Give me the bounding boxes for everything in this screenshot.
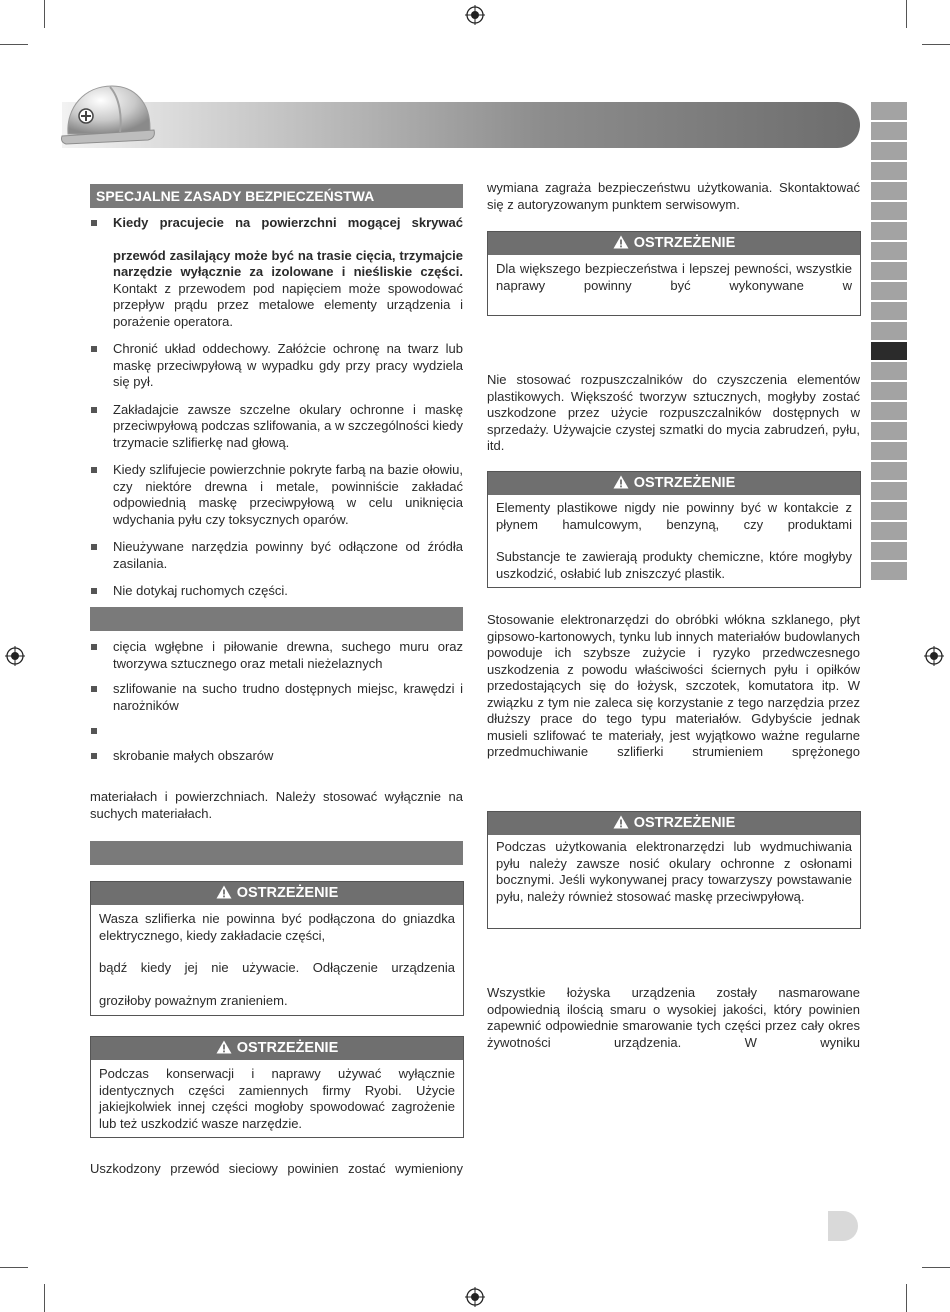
warning-triangle-icon: [613, 475, 629, 489]
list-item: [90, 583, 463, 600]
usage-list: [90, 639, 463, 765]
list-item-text: Zakładajcie zawsze szczelne okulary ochronne i maskę przeciwpyłową podczas szlifowania, a w szczególności kiedy trzymacie szlifierkę nad głową.: [113, 401, 463, 450]
side-tab: [871, 562, 907, 580]
warning-header: [488, 232, 860, 255]
list-item: [90, 639, 463, 672]
list-item: [90, 539, 463, 572]
crop-mark: [906, 1284, 907, 1312]
side-tab: [871, 322, 907, 340]
warning-text: Wasza szlifierka nie powinna być podłączona do gniazdka elektrycznego, kiedy zakładacie części,: [99, 911, 455, 943]
crop-mark: [906, 0, 907, 28]
registration-mark-icon: [465, 5, 485, 25]
warning-text: Elementy plastikowe nigdy nie powinny być w kontakcie z płynem hamulcowym, benzyną, czy produktami: [496, 500, 852, 532]
side-tab: [871, 162, 907, 180]
side-tab: [871, 362, 907, 380]
crop-mark: [922, 44, 950, 45]
list-item-text: Kontakt z przewodem pod napięciem może spowodować przepływ prądu przez metalowe elementy urządzenia i porażenie operatora.: [113, 280, 463, 329]
warning-title: OSTRZEŻENIE: [633, 815, 736, 831]
list-item: [90, 462, 463, 528]
warning-box: [487, 811, 861, 929]
list-item-bold: Kiedy pracujecie na powierzchni mogącej skrywać: [113, 215, 463, 230]
warning-triangle-icon: [216, 1040, 232, 1054]
usage-paragraph: materiałach i powierzchniach. Należy stosować wyłącznie na suchych materiałach.: [90, 789, 463, 821]
side-tab: [871, 182, 907, 200]
side-tab: [871, 462, 907, 480]
side-tab: [871, 242, 907, 260]
warning-header: [91, 1037, 463, 1060]
crop-mark: [44, 1284, 45, 1312]
warning-header: [488, 812, 860, 835]
maintenance-heading: [90, 841, 463, 865]
materials-paragraph: Stosowanie elektronarzędzi do obróbki włókna szklanego, płyt gipsowo-kartonowych, tynku lub innych materiałów budowlanych powoduje ich szybsze zużycie i ryzyko przedwczesnego uszkodzenia z powodu właściwości ściernych pyłu i opiłków przedostających się do łożysk, szczotek, komutatora itp. W związku z tym nie zaleca się korzystanie z tego narzędzia przez dłuższy prace do tego typu materiałów. Gdybyście jednak musieli szlifować te materiały, jest wyjątkowo ważne regularne przedmuchiwanie szlifierki strumieniem sprężonego: [487, 612, 860, 759]
intro-paragraph: wymiana zagraża bezpieczeństwu użytkowania. Skontaktować się z autoryzowanym punktem serwisowym.: [487, 180, 860, 212]
side-tab: [871, 282, 907, 300]
warning-title: OSTRZEŻENIE: [236, 885, 339, 901]
crop-mark: [44, 0, 45, 28]
side-tab: [871, 522, 907, 540]
side-tab: [871, 142, 907, 160]
helmet-icon: [60, 78, 160, 152]
list-item-text: Nieużywane narzędzia powinny być odłączone od źródła zasilania.: [113, 539, 463, 571]
usage-heading: [90, 607, 463, 631]
list-item: [90, 215, 463, 330]
warning-body: [91, 1060, 463, 1138]
warning-title: OSTRZEŻENIE: [633, 235, 736, 251]
list-item-text: skrobanie małych obszarów: [113, 748, 274, 763]
warning-box: [90, 881, 464, 1016]
list-item: [90, 341, 463, 391]
list-item-text: Kiedy szlifujecie powierzchnie pokryte farbą na bazie ołowiu, czy niektóre drewna i metale, powinniście zakładać odpowiednią maskę przeciwpyłową w celu uniknięcia wdychania pyłu czy toksycznych oparów.: [113, 462, 463, 527]
warning-box: [487, 231, 861, 316]
list-item-text: Chronić układ oddechowy. Załóżcie ochronę na twarz lub maskę przeciwpyłową w wypadku gdy przy pracy wydziela się pył.: [113, 341, 463, 389]
side-tab: [871, 402, 907, 420]
side-tab: [871, 422, 907, 440]
warning-box: [487, 471, 861, 588]
warning-text: Podczas konserwacji i naprawy używać wyłącznie identycznych części zamiennych firmy Ryobi. Użycie jakiejkolwiek innej części mogłoby spowodować zagrożenie lub też uszkodzić wasze narzędzie.: [99, 1066, 455, 1131]
side-tab: [871, 302, 907, 320]
warning-text: Substancje te zawierają produkty chemiczne, które mogłyby uszkodzić, osłabić lub zniszczyć plastik.: [496, 549, 852, 581]
side-tab: [871, 122, 907, 140]
side-tab: [871, 202, 907, 220]
registration-mark-icon: [465, 1287, 485, 1307]
warning-body: [488, 255, 860, 300]
warning-triangle-icon: [613, 815, 629, 829]
safety-rules-list: [90, 215, 463, 600]
list-item-text: cięcia wgłębne i piłowanie drewna, suchego muru oraz tworzywa sztucznego oraz metali nieżelaznych: [113, 639, 463, 671]
crop-mark: [0, 44, 28, 45]
warning-header: [91, 882, 463, 905]
safety-rules-heading: SPECJALNE ZASADY BEZPIECZEŃSTWA: [90, 184, 463, 208]
side-tab: [871, 542, 907, 560]
warning-text: bądź kiedy jej nie używacie. Odłączenie urządzenia: [99, 960, 455, 975]
warning-box: [90, 1036, 464, 1138]
side-tab: [871, 222, 907, 240]
crop-mark: [922, 1267, 950, 1268]
list-item: [90, 402, 463, 452]
cleaning-paragraph: Nie stosować rozpuszczalników do czyszczenia elementów plastikowych. Większość tworzyw sztucznych, mogłyby zostać uszkodzone przez użycie rozpuszczalników dostępnych w sprzedaży. Używajcie czystej szmatki do mycia zabrudzeń, pyłu, itd.: [487, 372, 860, 453]
list-item-bold: przewód zasilający może być na trasie cięcia, trzymajcie narzędzie wyłącznie za izolowane i nieśliskie części.: [113, 247, 463, 279]
warning-body: [488, 495, 860, 588]
warning-header: [488, 472, 860, 495]
registration-mark-icon: [5, 646, 25, 666]
side-tab: [871, 262, 907, 280]
page-badge: [828, 1211, 858, 1241]
cord-paragraph: Uszkodzony przewód sieciowy powinien zostać wymieniony: [90, 1161, 463, 1176]
warning-text: Dla większego bezpieczeństwa i lepszej pewności, wszystkie naprawy powinny być wykonywane w: [496, 261, 852, 293]
warning-title: OSTRZEŻENIE: [236, 1040, 339, 1056]
registration-mark-icon: [924, 646, 944, 666]
crop-mark: [0, 1267, 28, 1268]
list-item-text: Nie dotykaj ruchomych części.: [113, 583, 288, 598]
bearings-paragraph: Wszystkie łożyska urządzenia zostały nasmarowane odpowiednią ilością smaru o wysokiej jakości, który powinien zapewnić odpowiednie smarowanie tych części przez cały okres żywotności urządzenia. W wyniku: [487, 985, 860, 1050]
side-tab: [871, 482, 907, 500]
warning-title: OSTRZEŻENIE: [633, 475, 736, 491]
side-tab: [871, 102, 907, 120]
side-tab-active: [871, 342, 907, 360]
list-item: [90, 748, 463, 765]
side-tabs: [871, 102, 907, 582]
list-item: [90, 723, 463, 739]
warning-text: groziłoby poważnym zranieniem.: [99, 992, 288, 1008]
warning-triangle-icon: [216, 885, 232, 899]
list-item: [90, 681, 463, 714]
side-tab: [871, 382, 907, 400]
side-tab: [871, 442, 907, 460]
list-item-text: szlifowanie na sucho trudno dostępnych miejsc, krawędzi i narożników: [113, 681, 463, 713]
warning-text: Podczas użytkowania elektronarzędzi lub wydmuchiwania pyłu należy zawsze nosić okulary ochronne z osłonami bocznymi. Jeśli wykonywanej pracy towarzyszy powstawanie pyłu, należy również stosować maskę przeciwpyłową.: [496, 839, 852, 904]
side-tab: [871, 502, 907, 520]
warning-triangle-icon: [613, 235, 629, 249]
warning-body: [488, 835, 860, 911]
warning-body: [91, 905, 463, 1015]
header-banner: [62, 102, 860, 148]
